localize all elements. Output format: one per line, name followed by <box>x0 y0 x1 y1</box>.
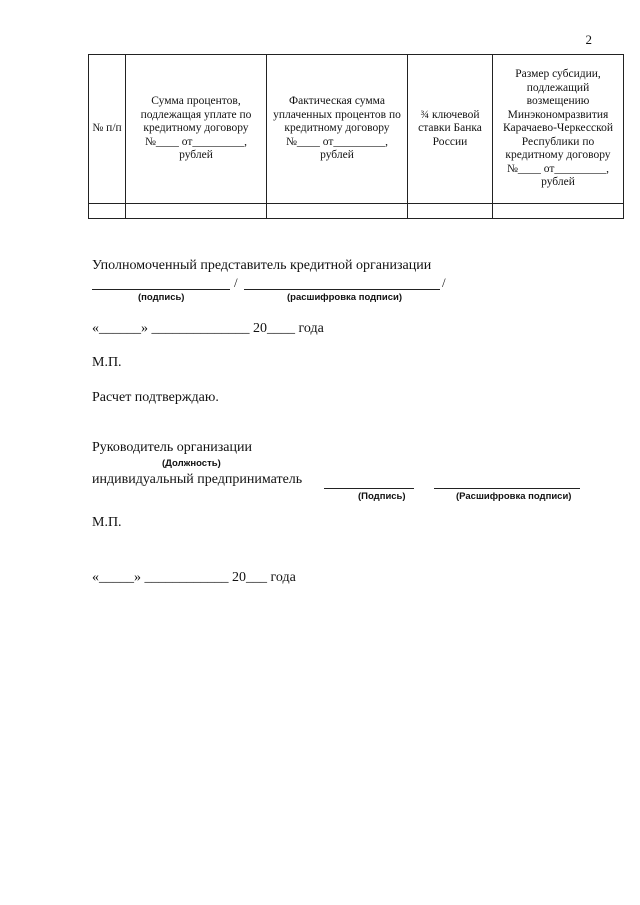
org-head-date-line: «_____» ____________ 20___ года <box>92 570 296 585</box>
confirmation-text: Расчет подтверждаю. <box>92 390 219 405</box>
bank-rep-title: Уполномоченный представитель кредитной организации <box>92 258 432 273</box>
table-header-row <box>89 55 624 204</box>
org-head-stamp-place: М.П. <box>92 515 122 530</box>
header-number: № п/п <box>89 55 126 204</box>
header-interest-due: Сумма процентов, подлежащая уплате по кредитному договору №____ от_________, рублей <box>126 55 267 204</box>
org-head-signature-line[interactable] <box>324 488 414 489</box>
separator-slash: / <box>442 275 446 290</box>
header-key-rate: ¾ ключевой ставки Банка России <box>408 55 493 204</box>
org-head-decode-label: (Расшифровка подписи) <box>456 491 572 502</box>
entrepreneur-label: индивидуальный предприниматель <box>92 472 303 487</box>
bank-rep-decode-line[interactable] <box>244 289 440 290</box>
table-cell[interactable] <box>493 204 624 219</box>
subsidy-calculation-table <box>88 54 624 219</box>
page-number: 2 <box>585 32 592 47</box>
table-cell[interactable] <box>89 204 126 219</box>
header-subsidy-amount: Размер субсидии, подлежащий возмещению Минэкономразвития Карачаево-Черкесской Республики по кредитному договору №____ от_________, рублей <box>493 55 624 204</box>
bank-rep-decode-label: (расшифровка подписи) <box>287 292 403 303</box>
table-cell[interactable] <box>408 204 493 219</box>
org-head-decode-line[interactable] <box>434 488 580 489</box>
bank-rep-signature-label: (подпись) <box>138 292 185 303</box>
header-interest-paid: Фактическая сумма уплаченных процентов по кредитному договору №____ от_________, рублей <box>267 55 408 204</box>
table-row <box>89 204 624 219</box>
table-cell[interactable] <box>126 204 267 219</box>
table-cell[interactable] <box>267 204 408 219</box>
bank-rep-stamp-place: М.П. <box>92 355 122 370</box>
separator-slash: / <box>234 275 238 290</box>
bank-rep-signature-line[interactable] <box>92 289 230 290</box>
bank-rep-date-line: «______» ______________ 20____ года <box>92 321 324 336</box>
org-head-position-label: (Должность) <box>162 458 221 469</box>
org-head-signature-label: (Подпись) <box>358 491 406 502</box>
org-head-title: Руководитель организации <box>92 440 252 455</box>
